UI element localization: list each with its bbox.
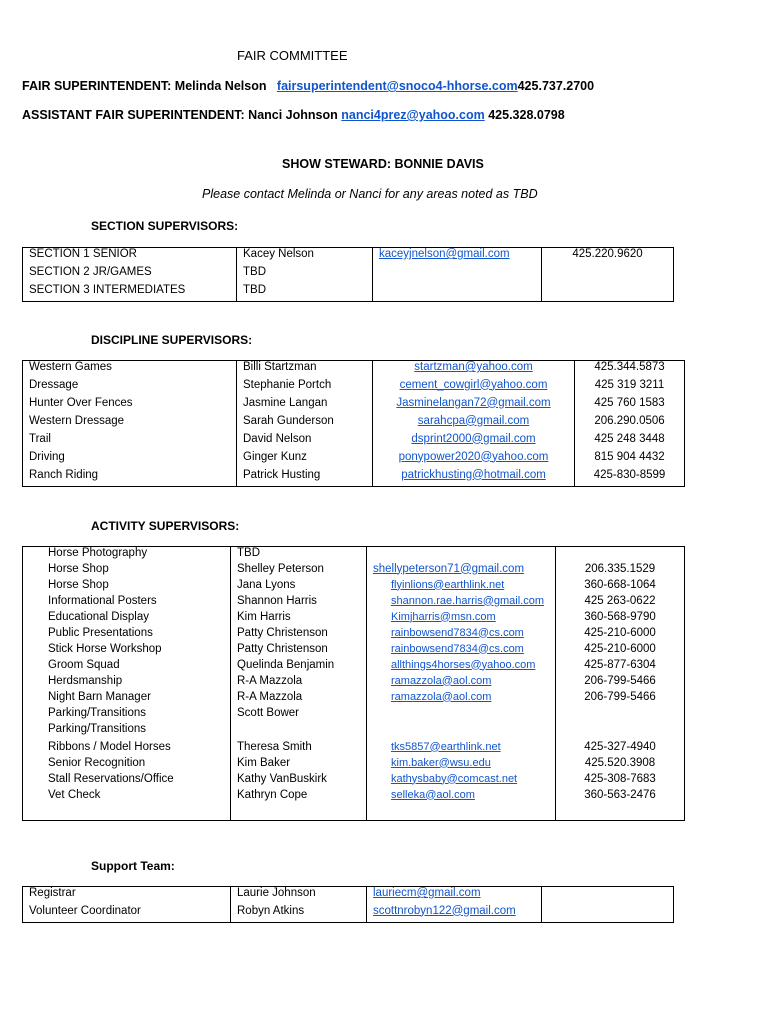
name-text: Patrick Husting <box>243 468 321 481</box>
email-link[interactable]: ponypower2020@yahoo.com <box>398 450 549 463</box>
phone-text: 360-668-1064 <box>584 578 656 591</box>
email-link[interactable]: Jasminelangan72@gmail.com <box>396 396 551 409</box>
area-text: Ranch Riding <box>29 468 99 481</box>
table-row <box>23 691 685 707</box>
cell-email <box>373 397 575 415</box>
cell-name <box>231 691 367 707</box>
cell-phone <box>556 675 685 691</box>
table-row <box>23 579 685 595</box>
show-steward: SHOW STEWARD: BONNIE DAVIS <box>282 157 484 171</box>
cell-name <box>231 547 367 563</box>
support-table <box>22 886 674 923</box>
name-text: Billi Startzman <box>243 361 317 373</box>
support-heading: Support Team: <box>91 859 175 873</box>
cell-phone <box>556 691 685 707</box>
table-row <box>23 397 685 415</box>
email-link[interactable]: kim.baker@wsu.edu <box>391 756 491 769</box>
area-text: Western Games <box>29 361 112 373</box>
table-row <box>23 595 685 611</box>
cell-email <box>373 415 575 433</box>
cell-area <box>23 627 231 643</box>
assistant-email-link[interactable]: nanci4prez@yahoo.com <box>341 108 485 122</box>
cell-email <box>367 773 556 789</box>
cell-phone <box>575 415 685 433</box>
cell-area <box>23 691 231 707</box>
cell-email <box>373 379 575 397</box>
cell-phone <box>556 741 685 757</box>
cell-email <box>373 248 542 266</box>
cell-name <box>231 757 367 773</box>
name-text: Shannon Harris <box>237 594 317 607</box>
area-text: Senior Recognition <box>48 756 146 769</box>
name-text: Theresa Smith <box>237 740 312 753</box>
cell-phone <box>556 757 685 773</box>
cell-area <box>23 723 231 741</box>
name-text: Patty Christenson <box>237 626 328 639</box>
name-text: Kacey Nelson <box>243 248 314 260</box>
cell-email <box>367 741 556 757</box>
cell-name <box>231 905 367 923</box>
cell-name <box>231 595 367 611</box>
cell-name <box>231 627 367 643</box>
cell-name <box>231 887 367 905</box>
cell-email <box>367 611 556 627</box>
cell-email <box>367 675 556 691</box>
cell-area <box>23 361 237 379</box>
cell-email <box>367 595 556 611</box>
cell-email <box>373 433 575 451</box>
cell-email <box>367 789 556 805</box>
cell-phone <box>575 433 685 451</box>
phone-text: 425.520.3908 <box>584 756 656 769</box>
cell-email <box>373 284 542 302</box>
email-link[interactable]: kathysbaby@comcast.net <box>391 772 518 785</box>
area-text: Parking/Transitions <box>48 722 147 735</box>
cell-email <box>367 707 556 723</box>
cell-area <box>23 595 231 611</box>
table-row <box>23 757 685 773</box>
email-link[interactable]: allthings4horses@yahoo.com <box>391 658 536 671</box>
table-row <box>23 451 685 469</box>
cell-name <box>231 805 367 821</box>
cell-name <box>231 675 367 691</box>
table-row <box>23 905 674 923</box>
assistant-line <box>22 108 565 122</box>
name-text: Kathryn Cope <box>237 788 308 801</box>
phone-text: 360-568-9790 <box>584 610 656 623</box>
area-text: SECTION 3 INTERMEDIATES <box>29 283 186 296</box>
email-link[interactable]: kaceyjnelson@gmail.com <box>379 248 510 260</box>
email-link[interactable]: rainbowsend7834@cs.com <box>391 642 524 655</box>
cell-email <box>367 723 556 741</box>
table-row <box>23 741 685 757</box>
phone-text: 425 760 1583 <box>594 396 665 409</box>
cell-name <box>231 707 367 723</box>
cell-email <box>373 469 575 487</box>
cell-email <box>367 579 556 595</box>
cell-area <box>23 741 231 757</box>
email-link[interactable]: shannon.rae.harris@gmail.com <box>391 594 545 607</box>
area-text: Ribbons / Model Horses <box>48 740 171 753</box>
cell-email <box>367 643 556 659</box>
name-text: TBD <box>237 547 260 559</box>
cell-email <box>373 451 575 469</box>
area-text: Western Dressage <box>29 414 125 427</box>
cell-area <box>23 757 231 773</box>
table-row <box>23 547 685 563</box>
cell-phone <box>556 611 685 627</box>
email-link[interactable]: scottnrobyn122@gmail.com <box>373 904 516 917</box>
area-text: SECTION 2 JR/GAMES <box>29 265 152 278</box>
table-row <box>23 887 674 905</box>
phone-text: 815 904 4432 <box>594 450 665 463</box>
cell-email <box>367 887 542 905</box>
phone-text: 425-308-7683 <box>584 772 656 785</box>
area-text: Stall Reservations/Office <box>48 772 174 785</box>
cell-area <box>23 248 237 266</box>
area-text: Registrar <box>29 887 76 899</box>
cell-phone <box>556 659 685 675</box>
phone-text: 425.220.9620 <box>572 248 643 260</box>
cell-name <box>231 579 367 595</box>
cell-name <box>237 361 373 379</box>
table-row <box>23 773 685 789</box>
cell-area <box>23 433 237 451</box>
assistant-phone: 425.328.0798 <box>488 108 565 122</box>
phone-text: 425.344.5873 <box>594 361 665 373</box>
contact-note: Please contact Melinda or Nanci for any areas noted as TBD <box>202 187 538 201</box>
area-text: Horse Photography <box>48 547 148 559</box>
name-text: Patty Christenson <box>237 642 328 655</box>
email-link[interactable]: flyinlions@earthlink.net <box>391 578 505 591</box>
cell-phone <box>556 627 685 643</box>
cell-email <box>367 563 556 579</box>
cell-phone <box>542 905 674 923</box>
discipline-table <box>22 360 685 487</box>
area-text: Volunteer Coordinator <box>29 904 141 917</box>
cell-email <box>367 757 556 773</box>
cell-phone <box>542 266 674 284</box>
superintendent-email-link[interactable]: fairsuperintendent@snoco4-hhorse.com <box>276 79 518 93</box>
cell-name <box>237 451 373 469</box>
cell-email <box>373 266 542 284</box>
area-text: Trail <box>29 432 51 445</box>
area-text: SECTION 1 SENIOR <box>29 248 137 260</box>
superintendent-phone: 425.737.2700 <box>517 79 595 93</box>
table-row <box>23 627 685 643</box>
cell-phone <box>556 563 685 579</box>
cell-email <box>367 905 542 923</box>
cell-area <box>23 675 231 691</box>
area-text: Herdsmanship <box>48 674 123 687</box>
cell-area <box>23 579 231 595</box>
name-text: Kim Baker <box>237 756 291 769</box>
cell-area <box>23 905 231 923</box>
cell-phone <box>556 789 685 805</box>
phone-text: 360-563-2476 <box>584 788 656 801</box>
table-row <box>23 266 674 284</box>
cell-phone <box>542 284 674 302</box>
cell-area <box>23 284 237 302</box>
phone-text: 206-799-5466 <box>584 674 656 687</box>
name-text: Kathy VanBuskirk <box>237 772 327 785</box>
table-row <box>23 611 685 627</box>
cell-name <box>231 789 367 805</box>
cell-name <box>237 397 373 415</box>
table-row <box>23 659 685 675</box>
name-text: Jana Lyons <box>237 578 296 591</box>
cell-area <box>23 789 231 805</box>
cell-area <box>23 659 231 675</box>
section-heading: SECTION SUPERVISORS: <box>91 219 239 233</box>
phone-text: 425-830-8599 <box>593 468 666 481</box>
cell-name <box>237 415 373 433</box>
cell-phone <box>556 643 685 659</box>
email-link[interactable]: dsprint2000@gmail.com <box>411 432 536 445</box>
area-text: Driving <box>29 450 65 463</box>
area-text: Vet Check <box>48 788 101 801</box>
area-text: Educational Display <box>48 610 150 623</box>
name-text: Quelinda Benjamin <box>237 658 335 671</box>
phone-text: 425-877-6304 <box>584 658 656 671</box>
area-text: Horse Shop <box>48 562 109 575</box>
cell-phone <box>556 547 685 563</box>
cell-email <box>367 805 556 821</box>
cell-area <box>23 887 231 905</box>
cell-phone <box>542 248 674 266</box>
cell-name <box>231 659 367 675</box>
table-row <box>23 789 685 805</box>
cell-name <box>237 469 373 487</box>
phone-text: 206.290.0506 <box>594 414 665 427</box>
cell-name <box>231 723 367 741</box>
name-text: Jasmine Langan <box>243 396 328 409</box>
name-text: David Nelson <box>243 432 312 445</box>
email-link[interactable]: cement_cowgirl@yahoo.com <box>399 378 548 391</box>
area-text: Dressage <box>29 378 79 391</box>
activity-table <box>22 546 685 821</box>
cell-phone <box>556 707 685 723</box>
name-text: Stephanie Portch <box>243 378 332 391</box>
table-row <box>23 675 685 691</box>
table-row <box>23 805 685 821</box>
table-row <box>23 415 685 433</box>
name-text: Shelley Peterson <box>237 562 324 575</box>
name-text: Scott Bower <box>237 706 299 719</box>
cell-phone <box>556 579 685 595</box>
phone-text: 425-210-6000 <box>584 626 656 639</box>
name-text: Kim Harris <box>237 610 291 623</box>
cell-name <box>231 741 367 757</box>
name-text: Robyn Atkins <box>237 904 305 917</box>
cell-name <box>237 284 373 302</box>
cell-email <box>367 627 556 643</box>
cell-phone <box>556 723 685 741</box>
area-text: Stick Horse Workshop <box>48 642 162 655</box>
cell-name <box>237 379 373 397</box>
superintendent-line <box>22 79 594 93</box>
email-link[interactable]: sarahcpa@gmail.com <box>417 414 530 427</box>
cell-area <box>23 611 231 627</box>
cell-area <box>23 397 237 415</box>
cell-area <box>23 805 231 821</box>
cell-area <box>23 707 231 723</box>
table-row <box>23 284 674 302</box>
email-link[interactable]: selleka@aol.com <box>391 788 475 801</box>
cell-area <box>23 379 237 397</box>
cell-phone <box>556 595 685 611</box>
email-link[interactable]: ramazzola@aol.com <box>391 690 492 703</box>
area-text: Informational Posters <box>48 594 157 607</box>
phone-text: 425-327-4940 <box>584 740 656 753</box>
cell-email <box>367 547 556 563</box>
name-text: TBD <box>243 265 266 278</box>
cell-area <box>23 415 237 433</box>
name-text: Sarah Gunderson <box>243 414 334 427</box>
activity-heading: ACTIVITY SUPERVISORS: <box>91 519 240 533</box>
cell-area <box>23 643 231 659</box>
email-link[interactable]: Kimjharris@msn.com <box>391 610 496 623</box>
cell-name <box>231 611 367 627</box>
cell-email <box>367 659 556 675</box>
table-row <box>23 563 685 579</box>
phone-text: 425-210-6000 <box>584 642 656 655</box>
page-title: FAIR COMMITTEE <box>237 48 348 63</box>
cell-name <box>231 563 367 579</box>
email-link[interactable]: patrickhusting@hotmail.com <box>401 468 546 481</box>
cell-phone <box>575 379 685 397</box>
cell-name <box>237 266 373 284</box>
cell-area <box>23 773 231 789</box>
phone-text: 425 248 3448 <box>594 432 665 445</box>
email-link[interactable]: ramazzola@aol.com <box>391 674 492 687</box>
area-text: Hunter Over Fences <box>29 396 133 409</box>
table-row <box>23 469 685 487</box>
email-link[interactable]: startzman@yahoo.com <box>414 361 533 373</box>
name-text: TBD <box>243 283 266 296</box>
cell-email <box>373 361 575 379</box>
table-row <box>23 361 685 379</box>
cell-phone <box>556 805 685 821</box>
area-text: Horse Shop <box>48 578 109 591</box>
table-row <box>23 248 674 266</box>
name-text: R-A Mazzola <box>237 690 303 703</box>
cell-email <box>367 691 556 707</box>
table-row <box>23 433 685 451</box>
cell-phone <box>575 397 685 415</box>
cell-area <box>23 469 237 487</box>
cell-phone <box>542 887 674 905</box>
table-row <box>23 643 685 659</box>
discipline-heading: DISCIPLINE SUPERVISORS: <box>91 333 253 347</box>
cell-name <box>237 433 373 451</box>
section-table <box>22 247 674 302</box>
assistant-label: ASSISTANT FAIR SUPERINTENDENT: Nanci Johnson <box>22 108 338 122</box>
cell-phone <box>575 469 685 487</box>
cell-phone <box>556 773 685 789</box>
cell-phone <box>575 361 685 379</box>
area-text: Public Presentations <box>48 626 153 639</box>
phone-text: 425 263-0622 <box>584 594 656 607</box>
area-text: Groom Squad <box>48 658 120 671</box>
cell-name <box>231 773 367 789</box>
name-text: Ginger Kunz <box>243 450 307 463</box>
phone-text: 206-799-5466 <box>584 690 656 703</box>
phone-text: 425 319 3211 <box>594 378 665 391</box>
cell-name <box>231 643 367 659</box>
superintendent-label: FAIR SUPERINTENDENT: Melinda Nelson <box>22 79 267 93</box>
name-text: R-A Mazzola <box>237 674 303 687</box>
email-link[interactable]: shellypeterson71@gmail.com <box>373 562 525 575</box>
table-row <box>23 723 685 741</box>
cell-area <box>23 563 231 579</box>
cell-area <box>23 266 237 284</box>
table-row <box>23 379 685 397</box>
cell-area <box>23 451 237 469</box>
cell-name <box>237 248 373 266</box>
area-text: Parking/Transitions <box>48 706 147 719</box>
area-text: Night Barn Manager <box>48 690 151 703</box>
email-link[interactable]: rainbowsend7834@cs.com <box>391 626 524 639</box>
phone-text: 206.335.1529 <box>584 562 656 575</box>
table-row <box>23 707 685 723</box>
name-text: Laurie Johnson <box>237 887 316 899</box>
cell-area <box>23 547 231 563</box>
cell-phone <box>575 451 685 469</box>
email-link[interactable]: lauriecm@gmail.com <box>373 887 481 899</box>
email-link[interactable]: tks5857@earthlink.net <box>391 740 501 753</box>
